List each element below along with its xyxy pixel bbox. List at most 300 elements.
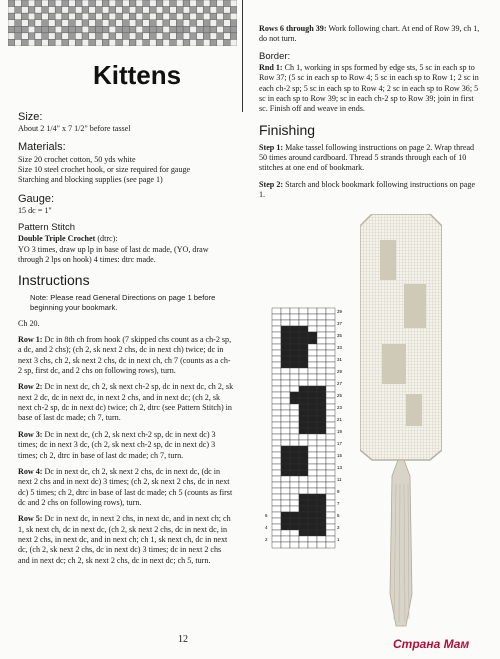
- right-column: [259, 24, 481, 200]
- chart-cell: [299, 530, 308, 536]
- chart-cell: [308, 524, 317, 530]
- header-cell: [143, 0, 150, 7]
- chart-row-label: 17: [337, 441, 342, 446]
- pattern-stitch-heading: Pattern Stitch: [18, 222, 76, 234]
- chart-cell: [326, 398, 335, 404]
- row-text: Dc in next dc, ch 2, sk next 2 chs, dc in next dc, (dc in next 2 chs and in next dc) 3 times; (ch 2, sk next 2 chs, dc in next dc) 5 times; ch 2, dtrc in base of last dc made; ch 5 (counts as first dc and 2 chs on following rows), turn.: [18, 466, 233, 507]
- chart-cell: [290, 470, 299, 476]
- chart-cell: [281, 518, 290, 524]
- row-instruction: [18, 467, 234, 508]
- chart-cell: [272, 392, 281, 398]
- header-cell: [230, 39, 237, 46]
- header-cell: [230, 33, 237, 40]
- header-cell: [203, 26, 210, 33]
- chart-cell: [272, 332, 281, 338]
- header-cell: [197, 20, 204, 27]
- chart-cell: [308, 500, 317, 506]
- chart-cell: [281, 344, 290, 350]
- chart-cell: [299, 350, 308, 356]
- chart-cell: [290, 380, 299, 386]
- header-cell: [129, 7, 136, 14]
- chart-cell: [281, 392, 290, 398]
- header-cell: [203, 7, 210, 14]
- chart-cell: [308, 344, 317, 350]
- header-cell: [62, 39, 69, 46]
- materials-heading: Materials:: [18, 141, 66, 154]
- chart-cell: [317, 458, 326, 464]
- chart-cell: [281, 320, 290, 326]
- header-cell: [15, 0, 22, 7]
- header-cell: [149, 26, 156, 33]
- chart-cell: [299, 314, 308, 320]
- header-cell: [96, 13, 103, 20]
- chart-cell: [308, 356, 317, 362]
- header-cell: [176, 33, 183, 40]
- chart-cell: [299, 362, 308, 368]
- chart-cell: [290, 308, 299, 314]
- chart-cell: [317, 512, 326, 518]
- chart-cell: [290, 332, 299, 338]
- chart-cell: [299, 464, 308, 470]
- chart-cell: [281, 452, 290, 458]
- header-cell: [183, 20, 190, 27]
- finishing-step: [259, 143, 481, 174]
- chart-cell: [272, 542, 281, 548]
- chart-row-label: 39: [337, 309, 342, 314]
- header-cell: [230, 0, 237, 7]
- chart-cell: [326, 344, 335, 350]
- chart-row-label: 25: [337, 393, 342, 398]
- header-cell: [149, 20, 156, 27]
- header-cell: [69, 13, 76, 20]
- header-cell: [42, 13, 49, 20]
- chart-cell: [281, 308, 290, 314]
- header-cell: [123, 33, 130, 40]
- row-text: Dc in next dc, ch 2, sk next ch-2 sp, dc in next dc, ch 2, sk next 2 dc, dc in next dc, in next 2 chs, and in next dc; (ch 2, sk next ch-2 sp, dc in next dc) twice; ch 2, dtrc (see Pattern Stitch) in base of last dc made; ch 7, turn.: [18, 382, 234, 423]
- chart-cell: [290, 398, 299, 404]
- chart-cell: [272, 386, 281, 392]
- kitten-motif: [406, 394, 422, 426]
- header-cell: [28, 7, 35, 14]
- step-text: Make tassel following instructions on page 2. Wrap thread 50 times around cardboard. Thread 5 strands through each of 10 stitches at one end of bookmark.: [259, 142, 475, 173]
- chart-cell: [272, 536, 281, 542]
- header-cell: [210, 7, 217, 14]
- header-cell: [55, 39, 62, 46]
- header-cell: [183, 13, 190, 20]
- chart-cell: [308, 308, 317, 314]
- header-cell: [224, 39, 231, 46]
- chart-cell: [281, 494, 290, 500]
- header-cell: [21, 39, 28, 46]
- header-cell: [170, 20, 177, 27]
- chart-row-label: 37: [337, 321, 342, 326]
- kitten-filet-chart: [264, 306, 344, 552]
- chart-cell: [281, 500, 290, 506]
- header-cell: [42, 33, 49, 40]
- header-cell: [116, 13, 123, 20]
- chart-cell: [317, 464, 326, 470]
- chart-cell: [317, 530, 326, 536]
- chart-cell: [272, 512, 281, 518]
- header-cell: [190, 13, 197, 20]
- header-cell: [170, 33, 177, 40]
- header-cell: [183, 0, 190, 7]
- chart-row-label: 31: [337, 357, 342, 362]
- header-cell: [21, 26, 28, 33]
- chart-cell: [272, 398, 281, 404]
- materials-line: Size 20 crochet cotton, 50 yds white: [18, 154, 136, 164]
- chart-cell: [317, 446, 326, 452]
- header-cell: [230, 20, 237, 27]
- materials-line: Starching and blocking supplies (see page 1): [18, 175, 163, 185]
- header-cell: [75, 0, 82, 7]
- page-title: Kittens: [92, 60, 182, 90]
- header-cell: [163, 33, 170, 40]
- chart-cell: [299, 326, 308, 332]
- chart-cell: [317, 320, 326, 326]
- chart-cell: [281, 386, 290, 392]
- header-cell: [15, 26, 22, 33]
- header-cell: [136, 7, 143, 14]
- header-cell: [163, 7, 170, 14]
- chart-cell: [326, 512, 335, 518]
- header-cell: [21, 0, 28, 7]
- chart-cell: [308, 314, 317, 320]
- bookmark-photo: [360, 214, 442, 634]
- chart-cell: [290, 512, 299, 518]
- chart-cell: [290, 320, 299, 326]
- chart-cell: [317, 404, 326, 410]
- chart-cell: [299, 398, 308, 404]
- header-cell: [123, 7, 130, 14]
- header-cell: [8, 33, 15, 40]
- header-cell: [170, 0, 177, 7]
- header-cell: [149, 13, 156, 20]
- header-cell: [69, 20, 76, 27]
- header-cell: [48, 7, 55, 14]
- chart-cell: [272, 518, 281, 524]
- chart-cell: [299, 410, 308, 416]
- header-cell: [210, 13, 217, 20]
- size-heading: Size:: [18, 111, 43, 123]
- row-text: Dc in 8th ch from hook (7 skipped chs count as a ch-2 sp, a dc, and 2 chs); (ch 2, sk next 2 chs, dc in next ch) twice; dc in next 3 chs, ch 2, sk next 2 chs, dc in next ch, ch 7 (counts as a ch-2 sp, first dc, and 2 chs on following rows), turn.: [18, 334, 232, 376]
- header-cell: [109, 26, 116, 33]
- header-cell: [136, 33, 143, 40]
- chart-cell: [281, 476, 290, 482]
- header-cell: [82, 20, 89, 27]
- header-cell: [210, 39, 217, 46]
- header-cell: [8, 13, 15, 20]
- chart-row-label: 13: [337, 465, 342, 470]
- header-cell: [203, 0, 210, 7]
- chart-cell: [290, 458, 299, 464]
- chart-cell: [299, 542, 308, 548]
- row-label: Row 2:: [18, 382, 43, 392]
- header-cell: [170, 7, 177, 14]
- chart-cell: [299, 488, 308, 494]
- header-cell: [69, 0, 76, 7]
- header-cell: [156, 26, 163, 33]
- header-cell: [149, 7, 156, 14]
- header-cell: [89, 7, 96, 14]
- chart-cell: [299, 524, 308, 530]
- chart-cell: [317, 506, 326, 512]
- chart-cell: [299, 536, 308, 542]
- header-cell: [210, 0, 217, 7]
- header-cell: [35, 33, 42, 40]
- header-cell: [75, 39, 82, 46]
- header-cell: [8, 7, 15, 14]
- chart-cell: [317, 482, 326, 488]
- chart-cell: [290, 434, 299, 440]
- chart-cell: [281, 326, 290, 332]
- header-cell: [197, 39, 204, 46]
- chart-cell: [272, 368, 281, 374]
- header-cell: [156, 33, 163, 40]
- chart-cell: [317, 440, 326, 446]
- chart-cell: [281, 380, 290, 386]
- header-cell: [143, 20, 150, 27]
- row-label: Row 3:: [18, 429, 43, 439]
- header-cell: [109, 13, 116, 20]
- header-cell: [224, 20, 231, 27]
- row-instruction: [18, 430, 234, 461]
- header-cell: [170, 39, 177, 46]
- chart-cell: [272, 494, 281, 500]
- chart-cell: [290, 446, 299, 452]
- stitch-abbr: (dtrc):: [95, 234, 118, 244]
- chart-cell: [299, 368, 308, 374]
- header-cell: [89, 13, 96, 20]
- chart-row-label: 9: [337, 489, 340, 494]
- chart-cell: [317, 332, 326, 338]
- chart-cell: [281, 398, 290, 404]
- header-cell: [62, 26, 69, 33]
- header-cell: [190, 20, 197, 27]
- chart-cell: [281, 428, 290, 434]
- chart-row-label: 1: [337, 537, 340, 542]
- header-cell: [102, 13, 109, 20]
- header-cell: [197, 0, 204, 7]
- chart-cell: [290, 350, 299, 356]
- chart-row-label: 23: [337, 405, 342, 410]
- chart-cell: [326, 506, 335, 512]
- chart-cell: [308, 488, 317, 494]
- header-cell: [163, 20, 170, 27]
- header-cell: [163, 39, 170, 46]
- header-cell: [69, 7, 76, 14]
- chart-cell: [290, 494, 299, 500]
- header-cell: [102, 20, 109, 27]
- header-cell: [15, 39, 22, 46]
- chart-cell: [326, 380, 335, 386]
- header-cell: [136, 39, 143, 46]
- chart-cell: [317, 542, 326, 548]
- header-cell: [224, 13, 231, 20]
- chart-cell: [299, 482, 308, 488]
- header-cell: [15, 20, 22, 27]
- chart-cell: [317, 416, 326, 422]
- chart-cell: [308, 338, 317, 344]
- chart-cell: [326, 470, 335, 476]
- header-cell: [75, 13, 82, 20]
- header-cell: [123, 26, 130, 33]
- header-cell: [48, 20, 55, 27]
- header-cell: [35, 7, 42, 14]
- header-cell: [82, 7, 89, 14]
- chart-cell: [308, 398, 317, 404]
- header-cell: [62, 13, 69, 20]
- header-cell: [203, 13, 210, 20]
- chart-cell: [290, 482, 299, 488]
- header-cell: [48, 13, 55, 20]
- header-cell: [197, 26, 204, 33]
- header-cell: [28, 39, 35, 46]
- pattern-stitch-text: YO 3 times, draw up lp in base of last dc made, (YO, draw through 2 lps on hook) 4 times: dtrc made.: [18, 244, 209, 264]
- header-cell: [197, 13, 204, 20]
- chart-cell: [299, 458, 308, 464]
- header-cell: [170, 13, 177, 20]
- chart-cell: [299, 386, 308, 392]
- chart-cell: [308, 362, 317, 368]
- header-cell: [217, 39, 224, 46]
- header-cell: [136, 13, 143, 20]
- chart-cell: [272, 476, 281, 482]
- header-cell: [42, 7, 49, 14]
- header-cell: [82, 39, 89, 46]
- header-cell: [75, 33, 82, 40]
- header-cell: [116, 0, 123, 7]
- finishing-step: [259, 180, 481, 201]
- chart-cell: [326, 482, 335, 488]
- chart-cell: [326, 500, 335, 506]
- chart-cell: [272, 314, 281, 320]
- header-cell: [190, 0, 197, 7]
- chart-cell: [299, 506, 308, 512]
- chart-cell: [290, 488, 299, 494]
- header-cell: [197, 33, 204, 40]
- row-instruction: [18, 382, 234, 423]
- header-cell: [28, 26, 35, 33]
- chart-cell: [308, 374, 317, 380]
- header-cell: [55, 7, 62, 14]
- chart-cell: [290, 392, 299, 398]
- header-cell: [230, 13, 237, 20]
- chart-cell: [299, 518, 308, 524]
- header-cell: [82, 33, 89, 40]
- chart-cell: [317, 326, 326, 332]
- header-cell: [217, 33, 224, 40]
- header-cell: [156, 39, 163, 46]
- header-cell: [149, 33, 156, 40]
- header-cell: [176, 39, 183, 46]
- chart-cell: [281, 530, 290, 536]
- chart-cell: [290, 356, 299, 362]
- chart-cell: [281, 446, 290, 452]
- chart-cell: [290, 452, 299, 458]
- chart-cell: [317, 518, 326, 524]
- chart-cell: [272, 434, 281, 440]
- chart-cell: [272, 452, 281, 458]
- kitten-motif: [380, 240, 396, 280]
- header-cell: [8, 39, 15, 46]
- header-cell: [28, 20, 35, 27]
- row-instruction: [18, 514, 234, 566]
- chart-cell: [290, 368, 299, 374]
- header-cell: [176, 7, 183, 14]
- header-cell: [82, 0, 89, 7]
- header-cell: [136, 0, 143, 7]
- chart-cell: [317, 452, 326, 458]
- header-cell: [21, 7, 28, 14]
- header-cell: [35, 26, 42, 33]
- header-cell: [96, 20, 103, 27]
- chart-cell: [272, 308, 281, 314]
- header-cell: [55, 26, 62, 33]
- chart-cell: [317, 428, 326, 434]
- header-cell: [156, 20, 163, 27]
- chart-cell: [272, 404, 281, 410]
- chart-cell: [281, 470, 290, 476]
- header-cell: [109, 20, 116, 27]
- header-cell: [210, 20, 217, 27]
- chart-cell: [317, 494, 326, 500]
- header-cell: [109, 39, 116, 46]
- header-cell: [35, 13, 42, 20]
- chart-cell: [272, 530, 281, 536]
- chart-cell: [299, 428, 308, 434]
- header-cell: [102, 33, 109, 40]
- chart-cell: [272, 356, 281, 362]
- header-cell: [129, 26, 136, 33]
- chart-cell: [326, 368, 335, 374]
- header-cell: [21, 33, 28, 40]
- chart-cell: [290, 404, 299, 410]
- chart-cell: [317, 356, 326, 362]
- chart-cell: [317, 488, 326, 494]
- chart-cell: [326, 458, 335, 464]
- chart-cell: [308, 428, 317, 434]
- size-text: About 2 1/4" x 7 1/2" before tassel: [18, 124, 131, 134]
- chart-cell: [272, 362, 281, 368]
- chart-cell: [317, 422, 326, 428]
- header-cell: [190, 26, 197, 33]
- header-cell: [109, 7, 116, 14]
- chart-cell: [308, 320, 317, 326]
- chart-cell: [299, 476, 308, 482]
- header-cell: [75, 7, 82, 14]
- chart-cell: [326, 386, 335, 392]
- chart-cell: [272, 464, 281, 470]
- header-cell: [89, 0, 96, 7]
- chart-cell: [308, 518, 317, 524]
- header-cell: [217, 20, 224, 27]
- chart-cell: [326, 452, 335, 458]
- header-cell: [136, 20, 143, 27]
- chart-cell: [299, 356, 308, 362]
- chart-cell: [272, 440, 281, 446]
- chart-cell: [281, 536, 290, 542]
- header-cell: [217, 0, 224, 7]
- row-label: Row 4:: [18, 466, 43, 476]
- pattern-stitch-name: [18, 234, 234, 244]
- header-cell: [42, 0, 49, 7]
- chart-cell: [308, 386, 317, 392]
- chart-cell: [281, 338, 290, 344]
- header-cell: [176, 26, 183, 33]
- chart-cell: [281, 512, 290, 518]
- instructions-heading: Instructions: [18, 272, 90, 289]
